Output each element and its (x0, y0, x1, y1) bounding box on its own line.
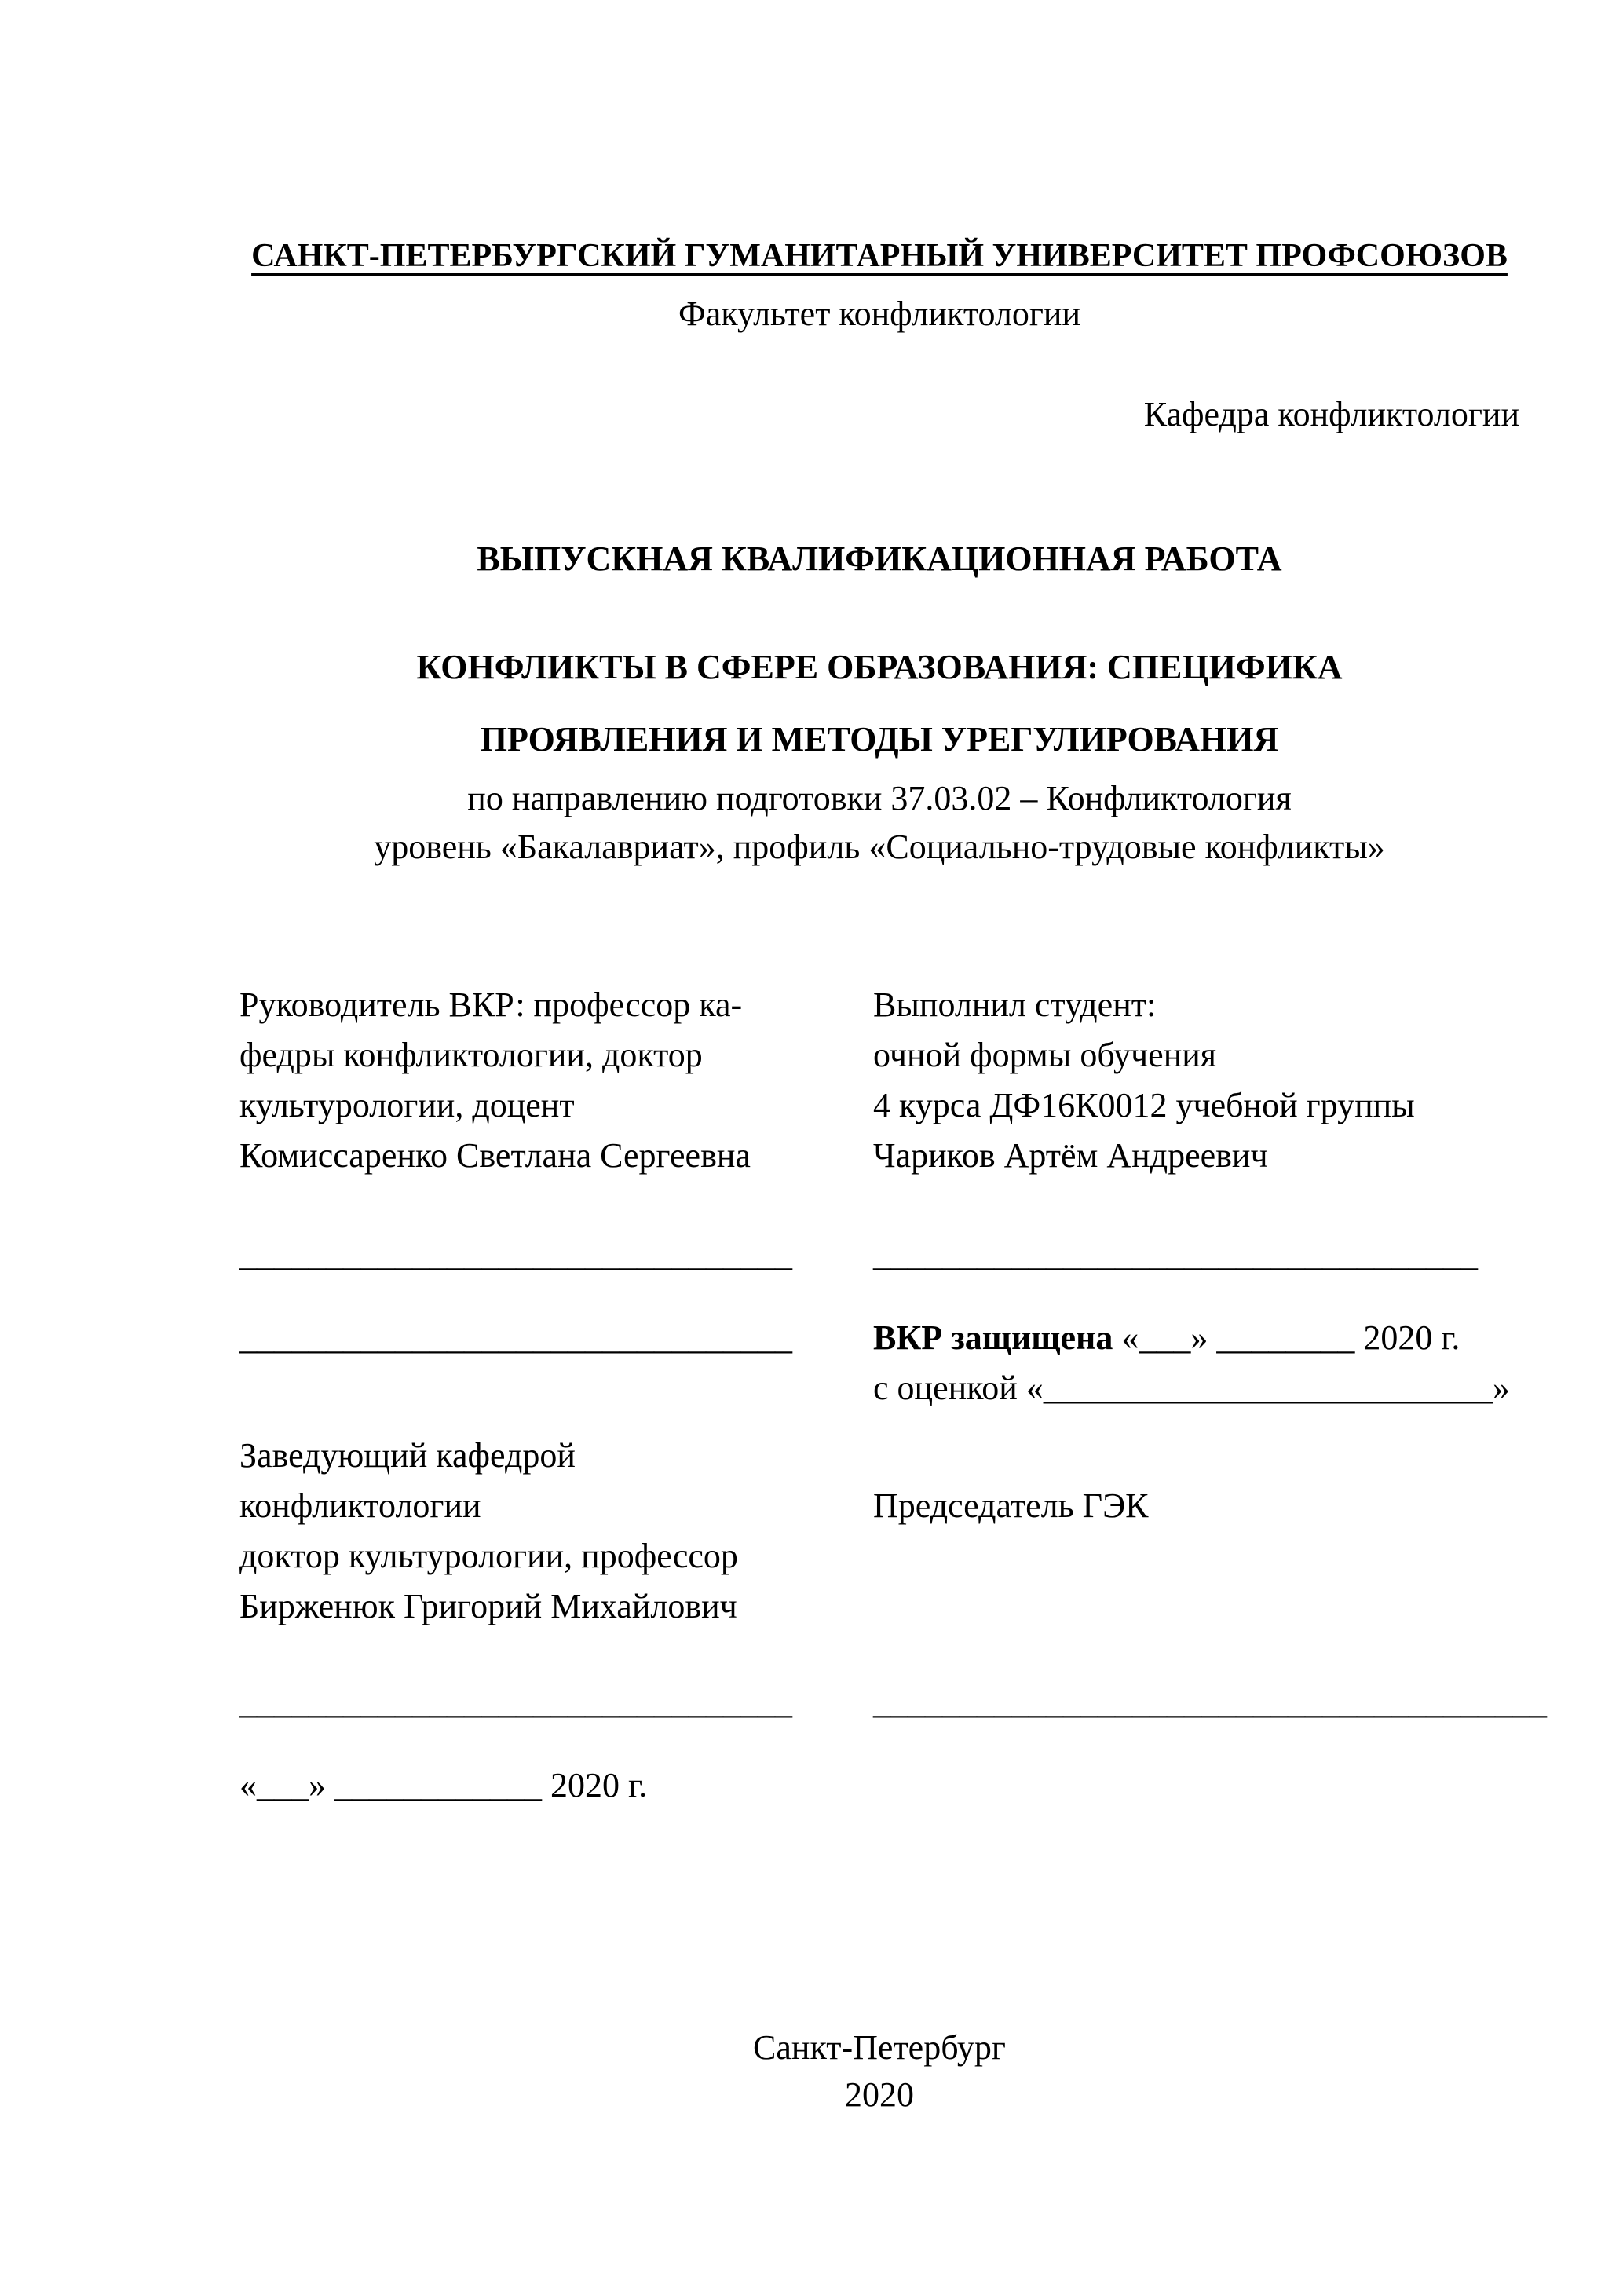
university-name: САНКТ-ПЕТЕРБУРГСКИЙ ГУМАНИТАРНЫЙ УНИВЕРСИТЕТ ПРОФСОЮЗОВ (251, 238, 1508, 274)
supervisor-name: Комиссаренко Светлана Сергеевна (239, 1136, 751, 1175)
head-degree-line: доктор культурологии, профессор (239, 1537, 738, 1575)
defense-label: ВКР защищена (873, 1318, 1113, 1357)
head-title-line: конфликтологии (239, 1486, 481, 1525)
defense-date-line (873, 1313, 1564, 1363)
chairman-label: Председатель ГЭК (873, 1486, 1149, 1525)
student-block (873, 980, 1548, 1181)
signature-line-supervisor-2: ________________________________ (239, 1318, 792, 1357)
thesis-title-line1: КОНФЛИКТЫ В СФЕРЕ ОБРАЗОВАНИЯ: СПЕЦИФИКА (416, 648, 1343, 686)
supervisor-line: федры конфликтологии, доктор (239, 1036, 703, 1074)
department-name: Кафедра конфликтологии (1143, 395, 1519, 433)
signature-line-student: ___________________________________ (873, 1235, 1478, 1274)
student-group: 4 курса ДФ16К0012 учебной группы (873, 1086, 1415, 1124)
defense-date-blanks: «___» ________ 2020 г. (1113, 1318, 1460, 1357)
year: 2020 (845, 2075, 914, 2114)
thesis-title-line2: ПРОЯВЛЕНИЯ И МЕТОДЫ УРЕГУЛИРОВАНИЯ (480, 720, 1279, 759)
supervisor-block (239, 980, 836, 1181)
signature-line-supervisor: ________________________________ (239, 1235, 792, 1274)
work-type-heading: ВЫПУСКНАЯ КВАЛИФИКАЦИОННАЯ РАБОТА (477, 539, 1282, 578)
defense-block (873, 1313, 1564, 1413)
student-line: Выполнил студент: (873, 985, 1157, 1024)
faculty-name: Факультет конфликтологии (678, 294, 1080, 333)
head-title-line: Заведующий кафедрой (239, 1436, 576, 1475)
supervisor-line: культурологии, доцент (239, 1086, 575, 1124)
defense-grade-line: с оценкой «__________________________» (873, 1369, 1510, 1407)
date-blank-line: «___» ____________ 2020 г. (239, 1766, 648, 1804)
supervisor-line: Руководитель ВКР: профессор ка- (239, 985, 743, 1024)
program-direction: по направлению подготовки 37.03.02 – Конфликтология (467, 779, 1292, 817)
city-name: Санкт-Петербург (753, 2028, 1006, 2067)
signature-line-head: ________________________________ (239, 1683, 792, 1721)
program-level-profile: уровень «Бакалавриат», профиль «Социально-трудовые конфликты» (374, 828, 1385, 866)
department-head-block (239, 1431, 836, 1632)
signature-line-chairman: _______________________________________ (873, 1683, 1547, 1721)
city-year-block (239, 2024, 1519, 2119)
head-name: Бирженюк Григорий Михайлович (239, 1587, 737, 1625)
student-line: очной формы обучения (873, 1036, 1217, 1074)
program-info (239, 774, 1519, 872)
thesis-title (239, 631, 1519, 776)
student-name: Чариков Артём Андреевич (873, 1136, 1268, 1175)
